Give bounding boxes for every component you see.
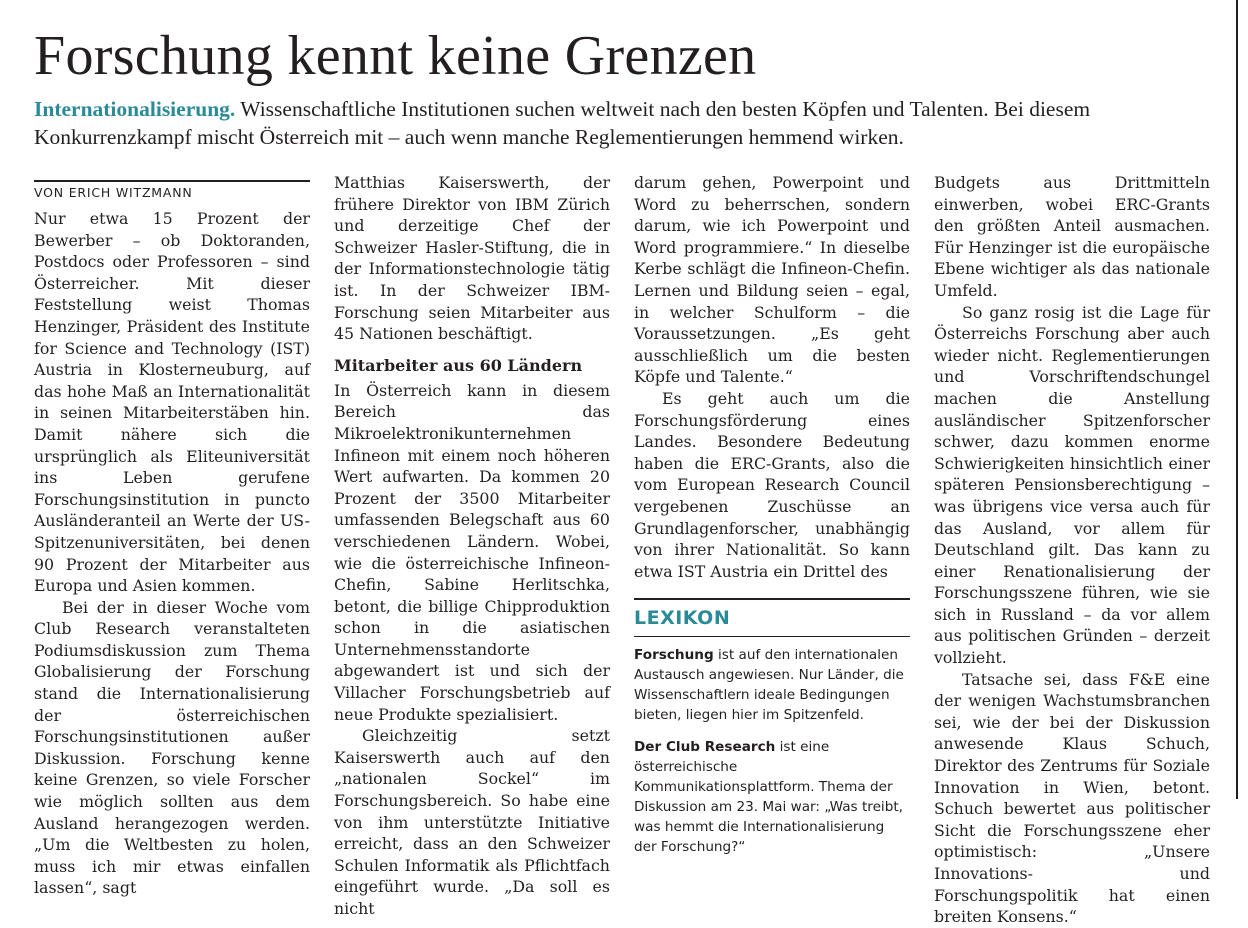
column-4	[934, 172, 1210, 928]
column-3	[634, 172, 910, 869]
lead-text: Wissenschaftliche Institutionen suchen weltweit nach den besten Köpfen und Talenten. Bei diesem Konkurrenzkampf mischt Österreich mit – auch wenn manche Reglementierungen hemmend wirken.	[34, 97, 1091, 149]
lexikon-text: ist auf den internationalen Austausch angewiesen. Nur Länder, die Wissenschaftlern ideale Bedingungen bieten, liegen hier im Spitzenfeld.	[634, 646, 904, 723]
col2-subheading: Mitarbeiter aus 60 Ländern	[334, 355, 583, 375]
col4-paragraph-1: Budgets aus Drittmitteln einwerben, wobei ERC-Grants den größten Anteil ausmachen. Für Henzinger ist die europäische Ebene wichtiger als das nationale Umfeld.	[934, 173, 1210, 300]
col3-paragraph-2: Es geht auch um die Forschungsförderung eines Landes. Besondere Bedeutung haben die ERC-Grants, also die vom European Research Council vergebenen Zuschüsse an Grundlagenforscher, unabhängig von ihrer Nationalität. So kann etwa IST Austria ein Drittel des	[634, 388, 910, 581]
col2-paragraph-1: Matthias Kaiserswerth, der frühere Direktor von IBM Zürich und derzeitige Chef der Schweizer Hasler-Stiftung, die in der Informationstechnologie tätig ist. In der Schweizer IBM-Forschung seien Mitarbeiter aus 45 Nationen beschäftigt.	[334, 173, 610, 344]
page-edge-rule	[1236, 0, 1238, 799]
col1-paragraph-1: Nur etwa 15 Prozent der Bewerber – ob Doktoranden, Postdocs oder Professoren – sind Österreicher. Mit dieser Feststellung weist Thomas Henzinger, Präsident des Institute for Science and Technology (IST) Austria in Klosterneuburg, auf das hohe Maß an Internationalität in seinen Mitarbeiterstäben hin. Damit nähere sich die ursprünglich als Eliteuniversität ins Leben gerufene Forschungsinstitution in puncto Ausländeranteil an Werte der US-Spitzenuniversitäten, bei denen 90 Prozent der Mitarbeiter aus Europa und Asien kommen.	[34, 209, 310, 596]
lexikon-entry	[634, 737, 910, 857]
column-1	[34, 208, 310, 899]
headline: Forschung kennt keine Grenzen	[34, 25, 757, 87]
lexikon-term: Forschung	[634, 646, 714, 663]
lexikon-text: ist eine österreichische Kommunikationsplattform. Thema der Diskussion am 23. Mai war: „Was treibt, was hemmt die Internationalisierung der Forschung?“	[634, 738, 903, 855]
lead-kicker: Internationalisierung.	[34, 97, 236, 121]
col2-paragraph-3: Gleichzeitig setzt Kaiserswerth auch auf den „nationalen Sockel“ im Forschungsbereich. So habe eine von ihm unterstützte Initiative erreicht, dass an den Schweizer Schulen Informatik als Pflichtfach eingeführt wurde. „Da soll es nicht	[334, 726, 610, 918]
col1-paragraph-2: Bei der in dieser Woche vom Club Research veranstalteten Podiumsdiskussion zum Thema Globalisierung der Forschung stand die Internationalisierung der österreichischen Forschungsinstitutionen außer Diskussion. Forschung kenne keine Grenzen, so viele Forscher wie möglich sollten aus dem Ausland herangezogen werden. „Um die Weltbesten zu holen, muss ich mir etwas einfallen lassen“, sagt	[34, 597, 310, 898]
lead-paragraph	[34, 95, 1224, 151]
lexikon-box	[634, 598, 910, 857]
col4-paragraph-3: Tatsache sei, dass F&E eine der wenigen Wachstumsbranchen sei, wie der bei der Diskussion anwesende Klaus Schuch, Direktor des Zentrums für Soziale Innovation in Wien, betont. Schuch bewertet aus politischer Sicht die Forschungsszene eher optimistisch: „Unsere Innovations- und Forschungspolitik hat einen breiten Konsens.“	[934, 669, 1210, 927]
lexikon-title: LEXIKON	[634, 600, 910, 637]
col3-paragraph-1: darum gehen, Powerpoint und Word zu beherrschen, sondern darum, wie ich Powerpoint und Word programmiere.“ In dieselbe Kerbe schlägt die Infineon-Chefin. Lernen und Bildung seien – egal, in welcher Schulform – die Voraussetzungen. „Es geht ausschließlich um die besten Köpfe und Talente.“	[634, 173, 910, 387]
byline: VON ERICH WITZMANN	[34, 180, 310, 202]
col4-paragraph-2: So ganz rosig ist die Lage für Österreichs Forschung aber auch wieder nicht. Reglementierungen und Vorschriftendschungel machen die Anstellung ausländischer Spitzenforscher schwer, dazu kommen enorme Schwierigkeiten hinsichtlich einer späteren Pensionsberechtigung – was übrigens vice versa auch für das Ausland, vor allem für Deutschland gilt. Das kann zu einer Renationalisierung der Forschungsszene führen, wie sie sich in Russland – da vor allem aus politischen Gründen – derzeit vollzieht.	[934, 302, 1210, 668]
column-2	[334, 172, 610, 920]
lexikon-term: Der Club Research	[634, 738, 776, 755]
lexikon-entry	[634, 645, 910, 725]
col2-paragraph-2: In Österreich kann in diesem Bereich das Mikroelektronikunternehmen Infineon mit einem noch höheren Wert aufwarten. Da kommen 20 Prozent der 3500 Mitarbeiter umfassenden Belegschaft aus 60 verschiedenen Ländern. Wobei, wie die österreichische Infineon-Chefin, Sabine Herlitschka, betont, die billige Chipproduktion schon in die asiatischen Unternehmensstandorte abgewandert ist und sich der Villacher Forschungsbetrieb auf neue Produkte spezialisiert.	[334, 380, 610, 724]
